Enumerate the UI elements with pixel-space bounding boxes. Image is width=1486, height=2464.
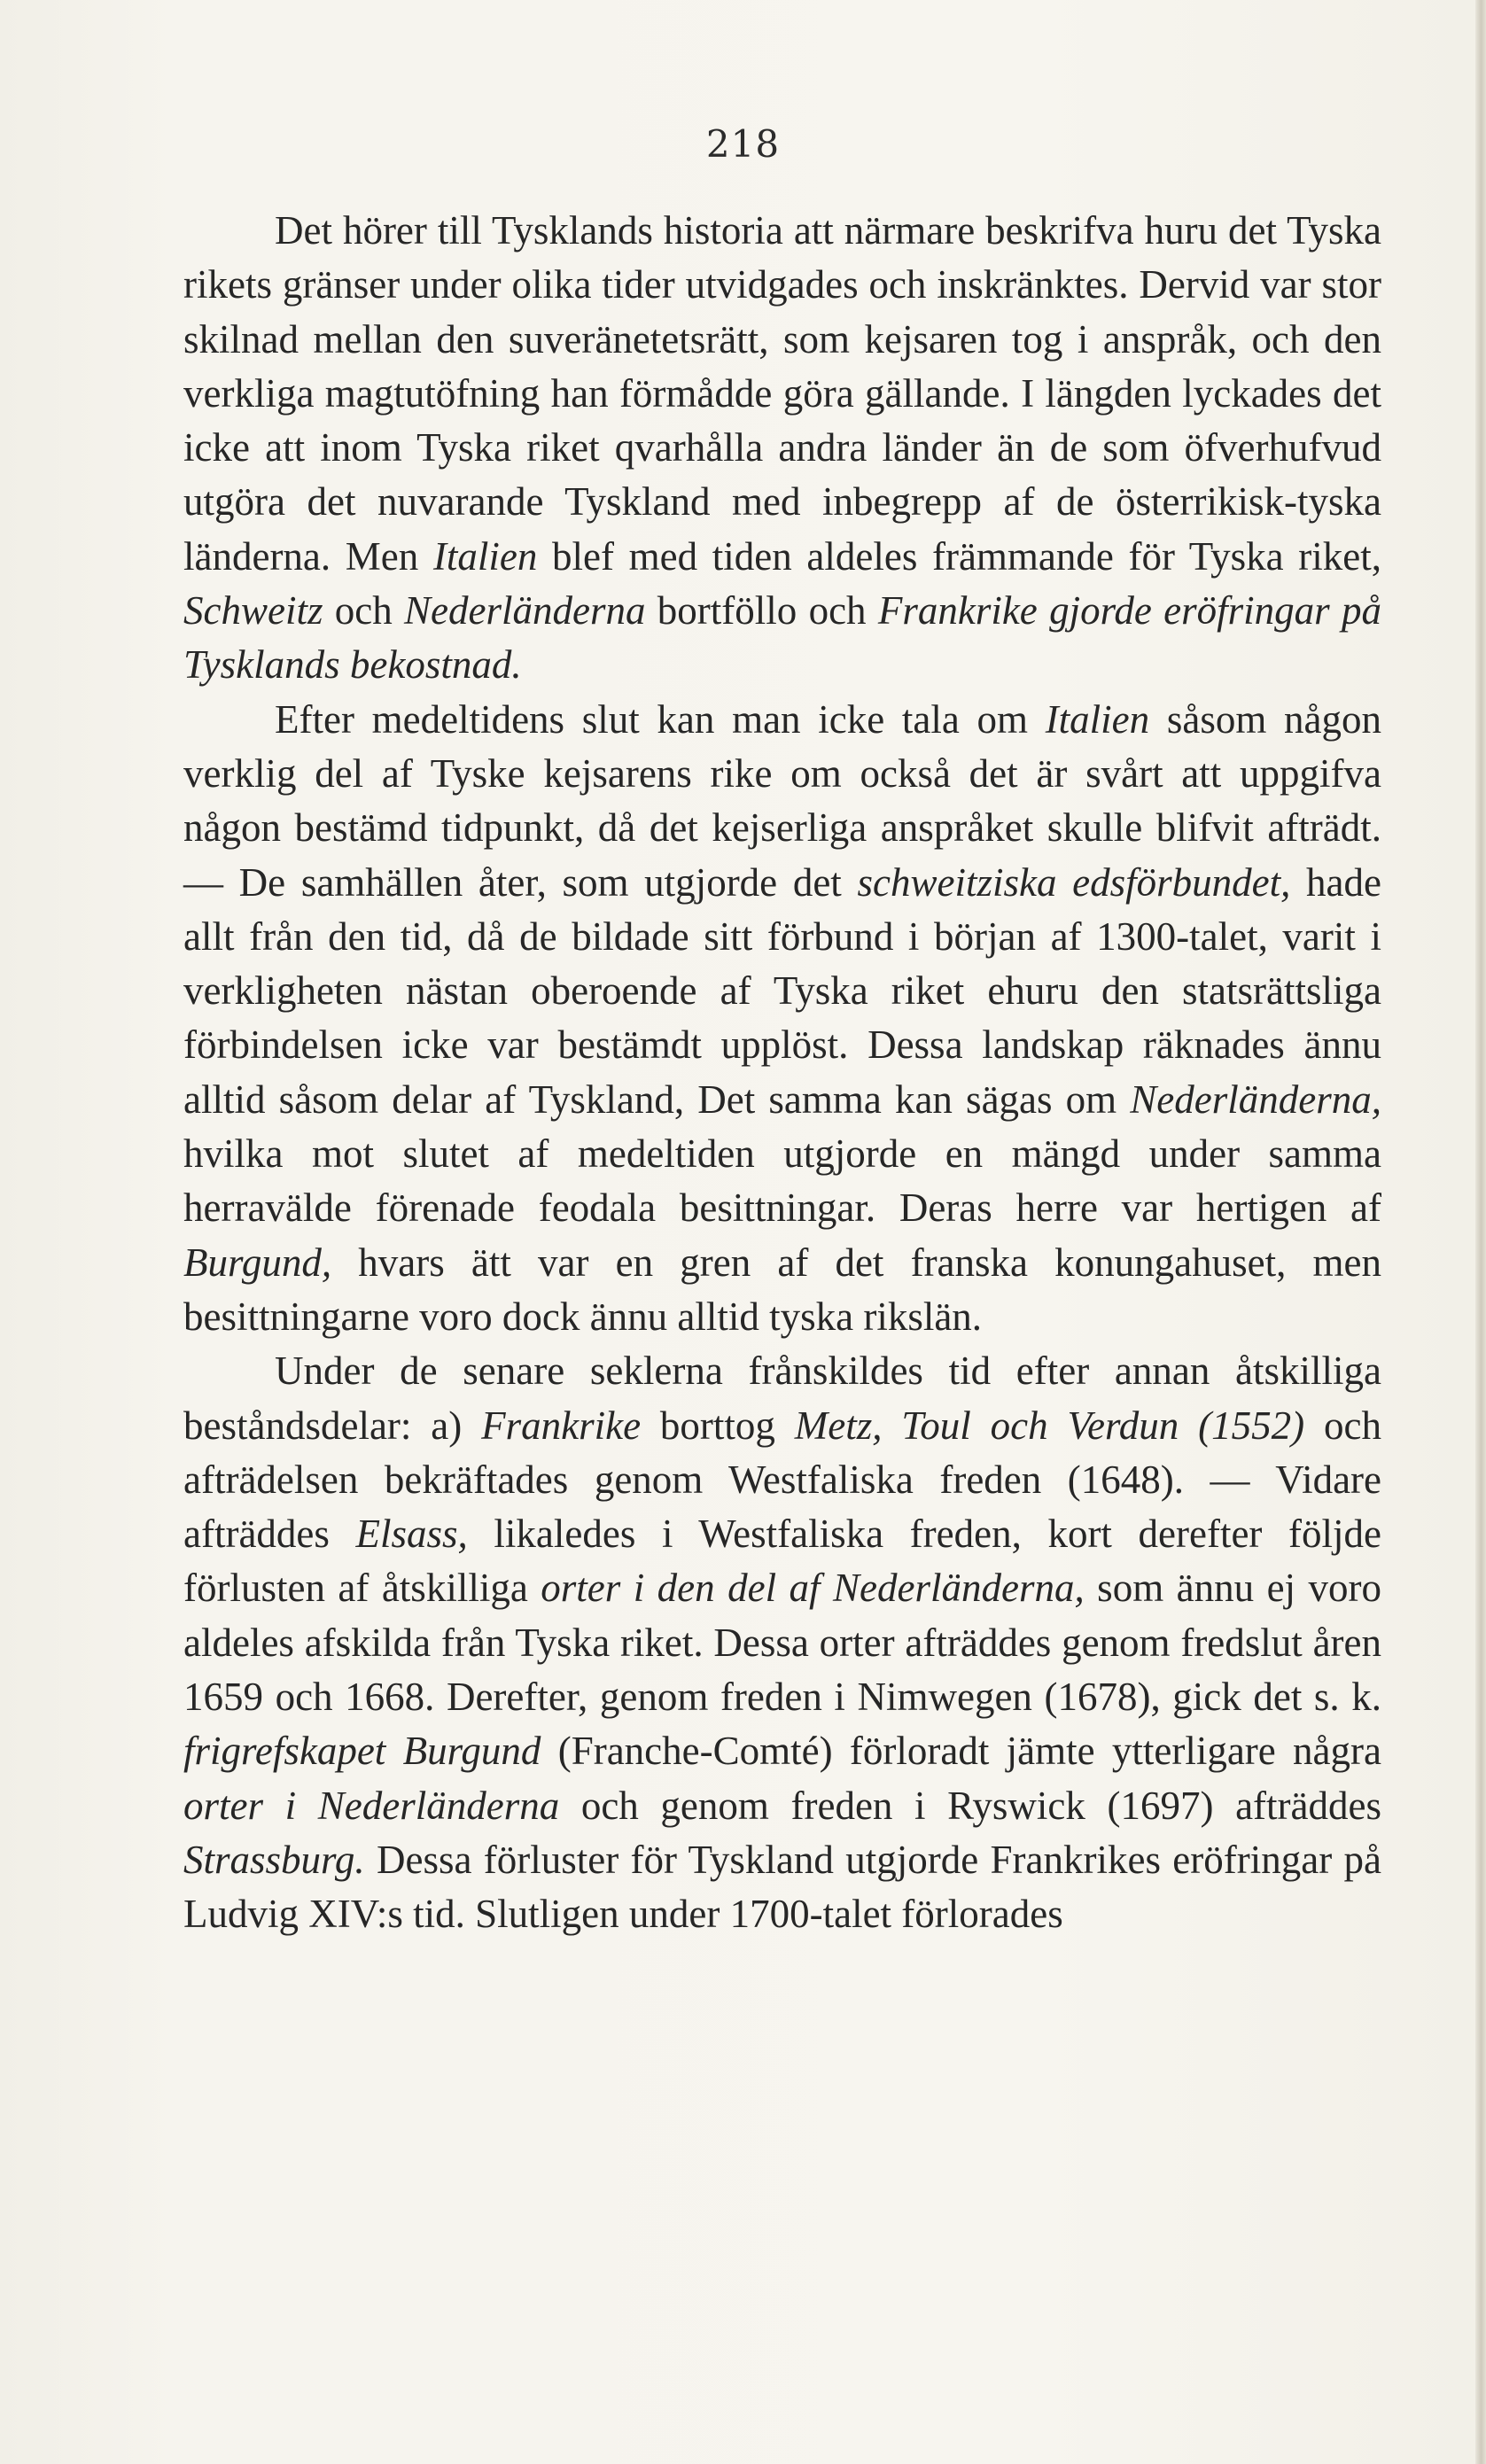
italic-text: Frankrike [481,1403,642,1448]
body-text [183,204,1381,1942]
text-run: Dessa förluster för Tyskland utgjorde Frankrikes eröfringar på Ludvig XIV:s tid. Slutligen under 1700-talet förlorades [183,1837,1381,1937]
italic-text: orter i Nederländerna [183,1783,560,1828]
page-number: 218 [705,122,781,166]
italic-text: Nederländerna [404,588,646,633]
text-run: likaledes i Westfaliska freden, kort derefter följde förlusten af åtskilliga [183,1512,1381,1611]
italic-text: Italien [432,533,538,579]
text-run: Efter medeltidens slut kan man icke tala om [275,696,1046,742]
italic-text: Strassburg. [183,1837,365,1882]
text-run: bortföllo och [645,588,878,633]
paragraph [183,1344,1381,1941]
text-run: hvars ätt var en gren af det franska konungahuset, men besittningarne voro dock ännu alltid tyska rikslän. [183,1240,1381,1339]
italic-text: Elsass, [355,1512,468,1557]
paragraph [183,693,1381,1345]
italic-text: Schweitz [183,588,323,633]
page-edge [1475,0,1486,2464]
italic-text: Burgund, [183,1240,332,1285]
italic-text: orter i den del af Nederländerna, [541,1566,1085,1611]
italic-text: Frankrike gjorde eröfringar på Tysklands bekostnad. [183,588,1381,688]
italic-text: schweitziska edsförbundet, [857,859,1291,905]
text-run: Det hörer till Tysklands historia att närmare beskrifva huru det Tyska rikets gränser under olika tider utvidgades och inskränktes. Dervid var stor skilnad mellan den suveränetetsrätt, som kejsaren tog i anspråk, och den verkliga magtutöfning han förmådde göra gällande. I längden lyckades det icke att inom Tyska riket qvarhålla andra länder än de som öfverhufvud utgöra det nuvarande Tyskland med inbegrepp af de österrikisk-tyska länderna. Men [183,208,1381,579]
text-run: såsom någon verklig del af Tyske kejsarens rike om också det är svårt att uppgifva någon bestämd tidpunkt, då det kejserliga anspråket skulle blifvit afträdt. — De samhällen åter, som utgjorde det [183,696,1381,905]
text-run: hvilka mot slutet af medeltiden utgjorde en mängd under samma herravälde förenade feodala besittningar. Deras herre var hertigen af [183,1131,1381,1231]
text-run: hade allt från den tid, då de bildade sitt förbund i början af 1300-talet, varit i verkligheten nästan oberoende af Tyska riket ehuru den statsrättsliga förbindelsen icke var bestämdt upplöst. Dessa landskap räknades ännu alltid såsom delar af Tyskland, Det samma kan sägas om [183,859,1381,1122]
italic-text: Nederländerna, [1130,1077,1381,1122]
text-run: och [323,588,405,633]
text-run: blef med tiden aldeles främmande för Tyska riket, [537,533,1381,579]
italic-text: Metz, Toul och Verdun (1552) [794,1403,1305,1448]
text-run: Under de senare seklerna frånskildes tid efter annan åtskilliga beståndsdelar: a) [183,1349,1381,1448]
italic-text: Italien [1045,696,1150,742]
text-run: borttog [641,1403,795,1448]
italic-text: frigrefskapet Burgund [183,1729,541,1774]
paragraph [183,204,1381,693]
text-run: och genom freden i Ryswick (1697) afträddes [559,1783,1381,1828]
text-run: som ännu ej voro aldeles afskilda från Tyska riket. Dessa orter afträddes genom fredslut åren 1659 och 1668. Derefter, genom freden i Nimwegen (1678), gick det s. k. [183,1566,1381,1720]
text-run: och afträdelsen bekräftades genom Westfaliska freden (1648). — Vidare afträddes [183,1403,1381,1557]
text-run: (Franche-Comté) förloradt jämte ytterligare några [541,1729,1381,1774]
